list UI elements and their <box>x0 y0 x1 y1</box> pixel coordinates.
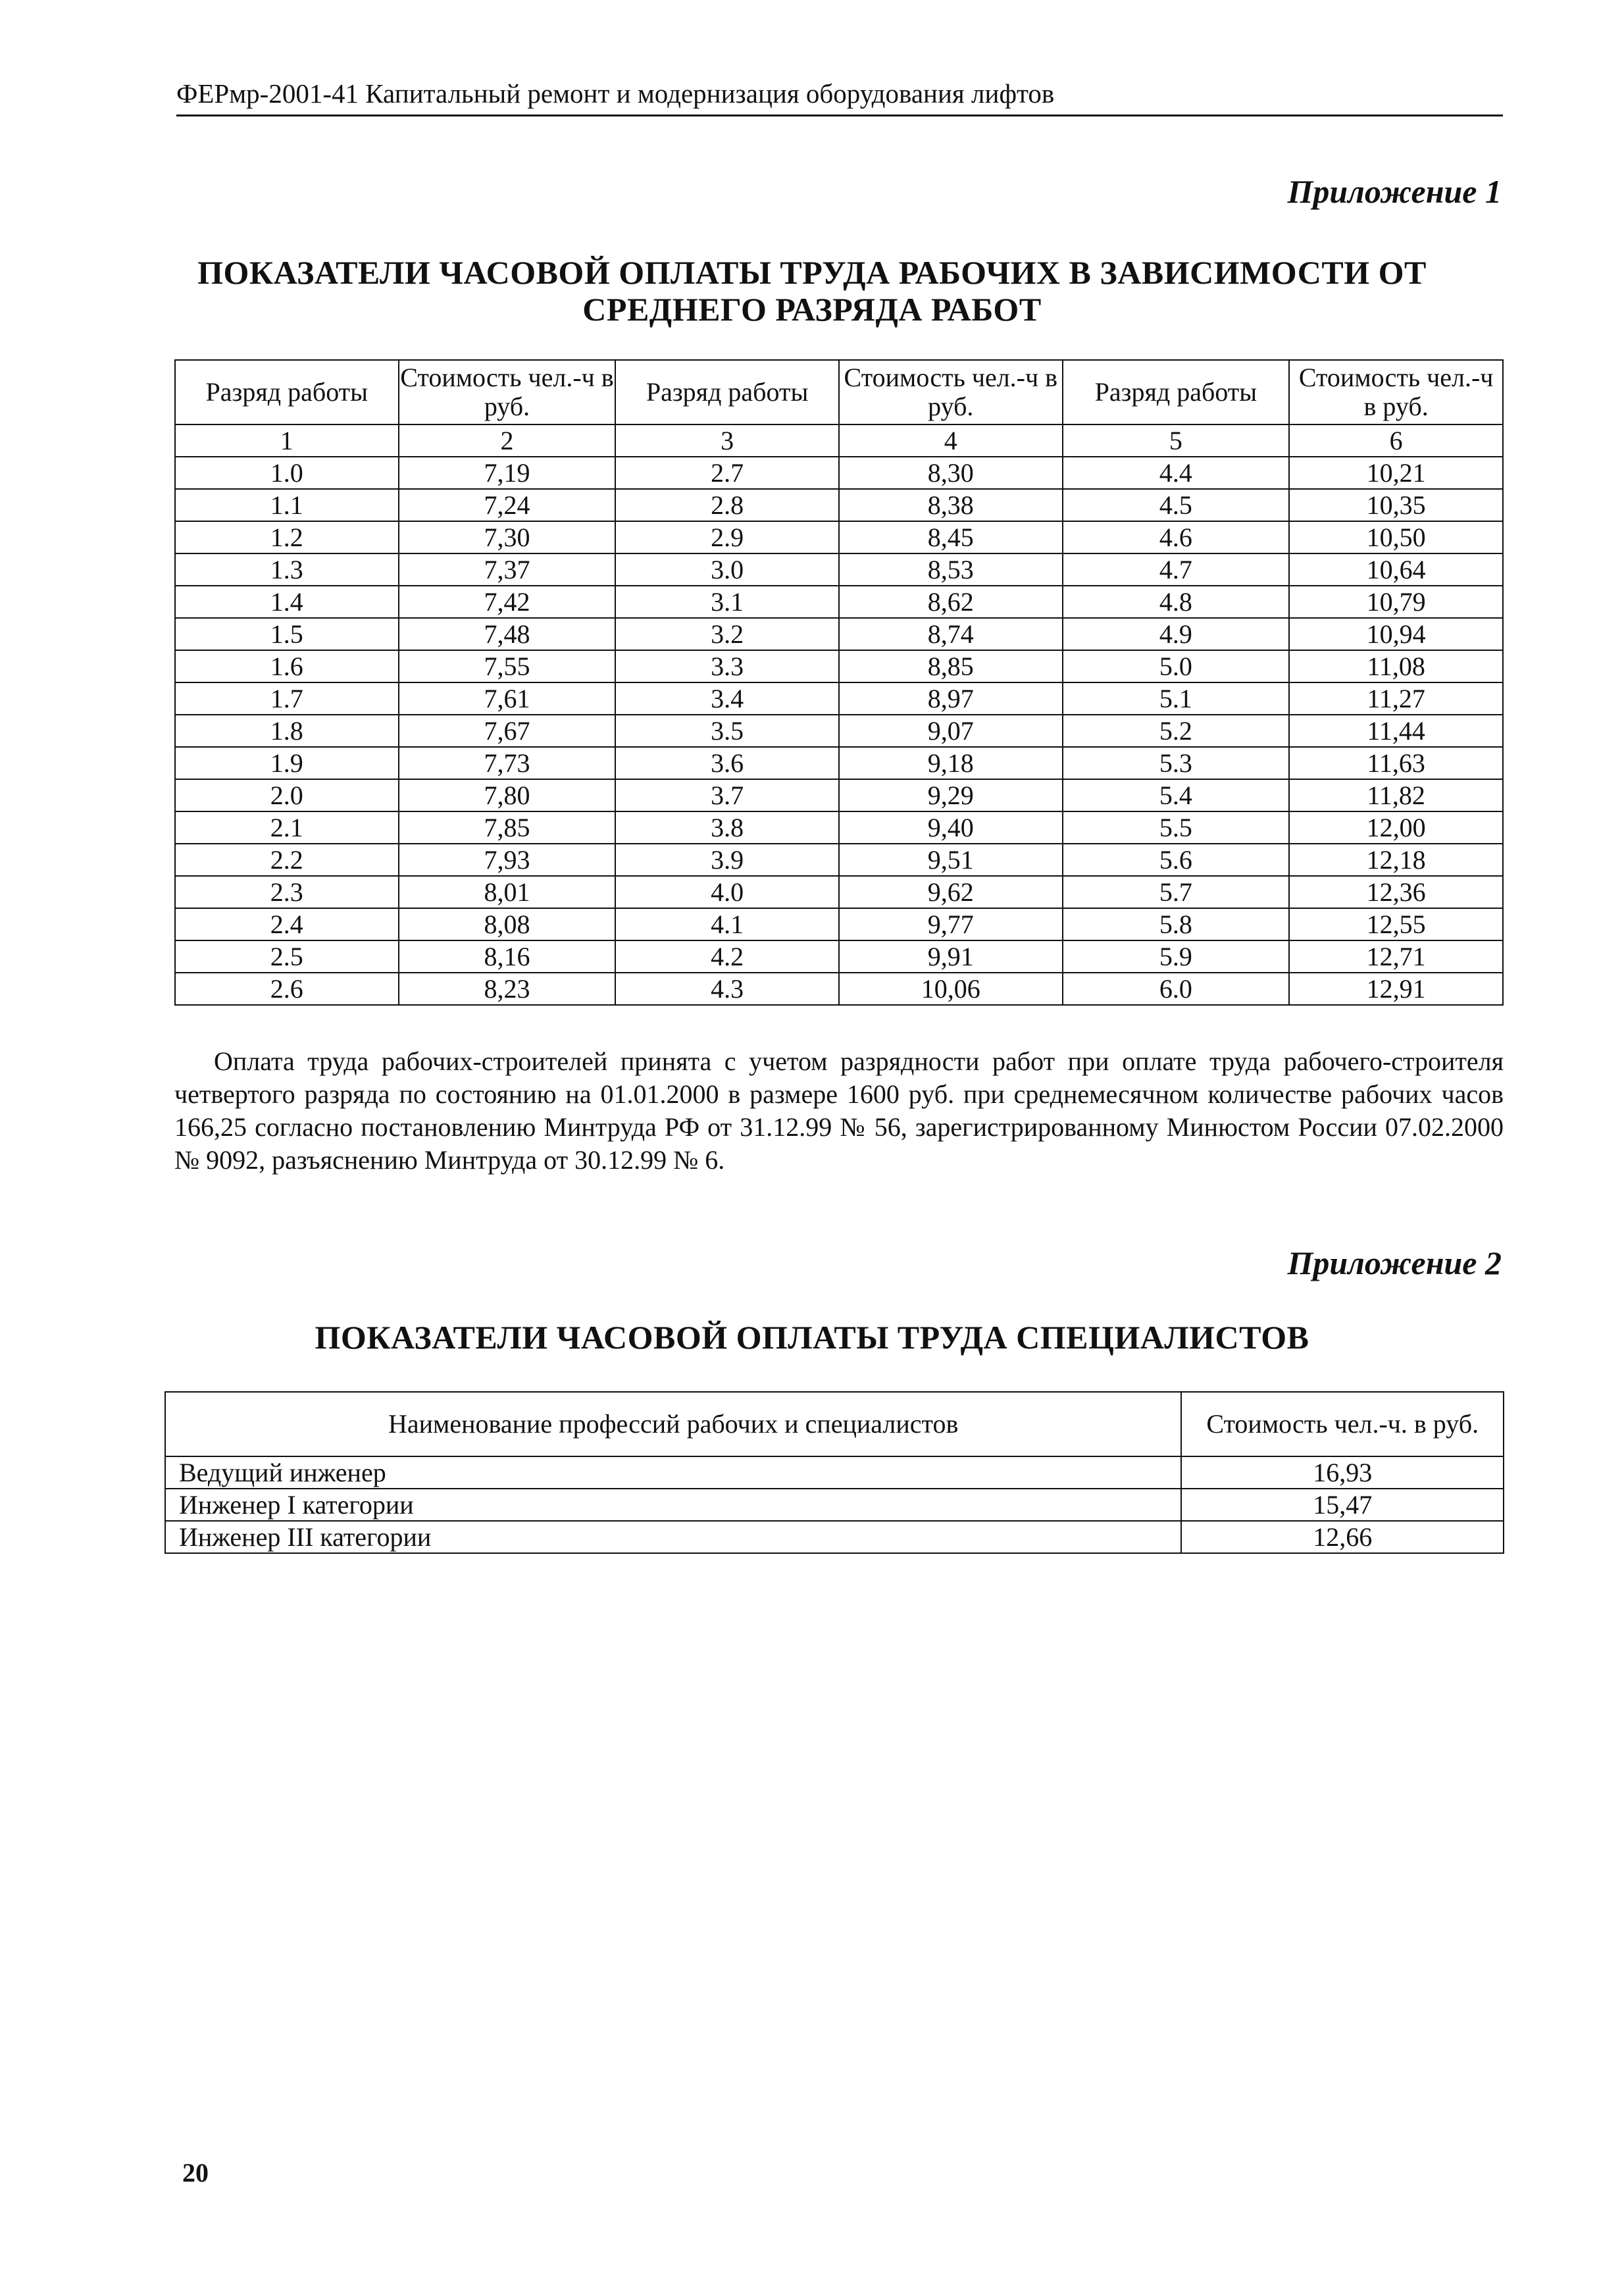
table-cell: 9,51 <box>839 844 1063 876</box>
table-row <box>175 521 1503 553</box>
table-cell: 2.9 <box>615 521 839 553</box>
table-row <box>175 618 1503 650</box>
table-cell: 9,40 <box>839 811 1063 844</box>
column-header: Наименование профессий рабочих и специалистов <box>165 1392 1181 1456</box>
table-cell: 3.6 <box>615 747 839 779</box>
table-cell: 12,18 <box>1289 844 1503 876</box>
table-cell: 9,07 <box>839 715 1063 747</box>
table-cell: 11,44 <box>1289 715 1503 747</box>
table-cell: 3.8 <box>615 811 839 844</box>
table-cell: 8,74 <box>839 618 1063 650</box>
table-cell: 8,16 <box>399 940 616 973</box>
table-cell: 6.0 <box>1063 973 1290 1005</box>
table-cell: 2.1 <box>175 811 399 844</box>
table-cell: 4.2 <box>615 940 839 973</box>
table-cell: 7,55 <box>399 650 616 682</box>
table-cell: 9,29 <box>839 779 1063 811</box>
table-cell: 5.7 <box>1063 876 1290 908</box>
table-row <box>175 650 1503 682</box>
table-cell: 12,55 <box>1289 908 1503 940</box>
column-header: Стоимость чел.-ч в руб. <box>1289 360 1503 424</box>
table-row <box>175 489 1503 521</box>
hourly-rate: 16,93 <box>1181 1456 1504 1489</box>
table-cell: 2.3 <box>175 876 399 908</box>
table-cell: 4.8 <box>1063 586 1290 618</box>
appendix-1-title-line2: СРЕДНЕГО РАЗРЯДА РАБОТ <box>582 291 1042 328</box>
table-cell: 11,63 <box>1289 747 1503 779</box>
table-cell: 8,62 <box>839 586 1063 618</box>
table-row <box>175 586 1503 618</box>
table-row <box>175 747 1503 779</box>
table-cell: 2.7 <box>615 457 839 489</box>
table-cell: 3.4 <box>615 682 839 715</box>
table-cell: 5.8 <box>1063 908 1290 940</box>
table-cell: 5.5 <box>1063 811 1290 844</box>
column-header: Стоимость чел.-ч в руб. <box>839 360 1063 424</box>
table-cell: 9,91 <box>839 940 1063 973</box>
table-cell: 7,48 <box>399 618 616 650</box>
table-cell: 8,85 <box>839 650 1063 682</box>
column-header: Разряд работы <box>615 360 839 424</box>
table-cell: 8,97 <box>839 682 1063 715</box>
table-cell: 1.2 <box>175 521 399 553</box>
column-number: 3 <box>615 424 839 457</box>
appendix-1-label: Приложение 1 <box>1287 173 1502 210</box>
table-row <box>175 715 1503 747</box>
table-cell: 3.9 <box>615 844 839 876</box>
appendix-2-title: ПОКАЗАТЕЛИ ЧАСОВОЙ ОПЛАТЫ ТРУДА СПЕЦИАЛИСТОВ <box>315 1319 1309 1356</box>
table-cell: 8,30 <box>839 457 1063 489</box>
table-row <box>175 682 1503 715</box>
table-row <box>175 811 1503 844</box>
table-cell: 1.5 <box>175 618 399 650</box>
table-row <box>165 1456 1504 1489</box>
table-cell: 2.6 <box>175 973 399 1005</box>
table-cell: 12,71 <box>1289 940 1503 973</box>
column-header: Стоимость чел.-ч в руб. <box>399 360 616 424</box>
table-cell: 3.0 <box>615 553 839 586</box>
table-cell: 1.9 <box>175 747 399 779</box>
table-cell: 1.4 <box>175 586 399 618</box>
wage-note-paragraph: Оплата труда рабочих-строителей принята с учетом разрядности работ при оплате труда рабочего-строителя четвертого разряда по состоянию на 01.01.2000 в размере 1600 руб. при среднемесячном количестве рабочих часов 166,25 согласно постановлению Минтруда РФ от 31.12.99 № 56, зарегистрированному Минюстом России 07.02.2000 № 9092, разъяснению Минтруда от 30.12.99 № 6. <box>174 1046 1504 1175</box>
table-header-row <box>175 360 1503 424</box>
table-cell: 7,61 <box>399 682 616 715</box>
table-cell: 1.8 <box>175 715 399 747</box>
column-number: 1 <box>175 424 399 457</box>
table-cell: 4.5 <box>1063 489 1290 521</box>
table-cell: 11,27 <box>1289 682 1503 715</box>
table-cell: 10,35 <box>1289 489 1503 521</box>
table-cell: 7,73 <box>399 747 616 779</box>
table-cell: 11,82 <box>1289 779 1503 811</box>
table-cell: 5.4 <box>1063 779 1290 811</box>
column-number: 4 <box>839 424 1063 457</box>
table-cell: 5.2 <box>1063 715 1290 747</box>
table-cell: 3.3 <box>615 650 839 682</box>
table-row <box>175 844 1503 876</box>
table-cell: 1.7 <box>175 682 399 715</box>
table-cell: 8,23 <box>399 973 616 1005</box>
table-cell: 1.6 <box>175 650 399 682</box>
table-cell: 5.9 <box>1063 940 1290 973</box>
table-cell: 10,06 <box>839 973 1063 1005</box>
table-row <box>175 553 1503 586</box>
table-cell: 8,53 <box>839 553 1063 586</box>
table-cell: 7,85 <box>399 811 616 844</box>
table-row <box>175 940 1503 973</box>
table-cell: 4.7 <box>1063 553 1290 586</box>
column-header: Разряд работы <box>175 360 399 424</box>
table-cell: 2.0 <box>175 779 399 811</box>
table-cell: 8,45 <box>839 521 1063 553</box>
profession-name: Инженер I категории <box>165 1489 1181 1521</box>
table-cell: 7,24 <box>399 489 616 521</box>
specialist-rate-table <box>165 1391 1504 1554</box>
column-header: Стоимость чел.-ч. в руб. <box>1181 1392 1504 1456</box>
table-cell: 12,91 <box>1289 973 1503 1005</box>
column-number: 6 <box>1289 424 1503 457</box>
running-header: ФЕРмр-2001-41 Капитальный ремонт и модернизация оборудования лифтов <box>176 78 1055 109</box>
table-cell: 7,93 <box>399 844 616 876</box>
table-cell: 7,42 <box>399 586 616 618</box>
table-cell: 8,08 <box>399 908 616 940</box>
table-cell: 3.5 <box>615 715 839 747</box>
table-cell: 9,18 <box>839 747 1063 779</box>
table-cell: 4.1 <box>615 908 839 940</box>
specialist-rate-table-body <box>165 1456 1504 1553</box>
appendix-2-label: Приложение 2 <box>1287 1244 1502 1281</box>
table-row <box>175 973 1503 1005</box>
table-cell: 7,37 <box>399 553 616 586</box>
wage-rate-table-body <box>175 457 1503 1005</box>
table-cell: 2.4 <box>175 908 399 940</box>
table-cell: 2.2 <box>175 844 399 876</box>
table-row <box>175 908 1503 940</box>
table-cell: 4.3 <box>615 973 839 1005</box>
table-row <box>165 1521 1504 1553</box>
column-header: Разряд работы <box>1063 360 1290 424</box>
table-cell: 1.1 <box>175 489 399 521</box>
table-cell: 5.6 <box>1063 844 1290 876</box>
table-cell: 4.4 <box>1063 457 1290 489</box>
table-cell: 10,50 <box>1289 521 1503 553</box>
table-cell: 7,80 <box>399 779 616 811</box>
table-cell: 9,77 <box>839 908 1063 940</box>
table-cell: 4.6 <box>1063 521 1290 553</box>
table-cell: 10,64 <box>1289 553 1503 586</box>
table-cell: 12,00 <box>1289 811 1503 844</box>
table-cell: 4.9 <box>1063 618 1290 650</box>
wage-rate-table <box>174 359 1504 1006</box>
table-cell: 5.1 <box>1063 682 1290 715</box>
table-cell: 7,67 <box>399 715 616 747</box>
table-cell: 3.7 <box>615 779 839 811</box>
table-cell: 8,38 <box>839 489 1063 521</box>
profession-name: Ведущий инженер <box>165 1456 1181 1489</box>
column-number: 5 <box>1063 424 1290 457</box>
table-cell: 2.8 <box>615 489 839 521</box>
appendix-1-title <box>0 254 1624 328</box>
table-cell: 1.0 <box>175 457 399 489</box>
table-cell: 10,21 <box>1289 457 1503 489</box>
table-cell: 7,19 <box>399 457 616 489</box>
column-number: 2 <box>399 424 616 457</box>
table-row <box>175 876 1503 908</box>
table-cell: 4.0 <box>615 876 839 908</box>
table-cell: 9,62 <box>839 876 1063 908</box>
table-row <box>175 457 1503 489</box>
table-cell: 5.3 <box>1063 747 1290 779</box>
page-number: 20 <box>182 2158 209 2188</box>
table-row <box>165 1489 1504 1521</box>
appendix-1-title-line1: ПОКАЗАТЕЛИ ЧАСОВОЙ ОПЛАТЫ ТРУДА РАБОЧИХ В ЗАВИСИМОСТИ ОТ <box>197 254 1427 291</box>
table-cell: 12,36 <box>1289 876 1503 908</box>
table-cell: 1.3 <box>175 553 399 586</box>
table-cell: 10,79 <box>1289 586 1503 618</box>
profession-name: Инженер III категории <box>165 1521 1181 1553</box>
table-cell: 3.2 <box>615 618 839 650</box>
hourly-rate: 15,47 <box>1181 1489 1504 1521</box>
table-cell: 7,30 <box>399 521 616 553</box>
hourly-rate: 12,66 <box>1181 1521 1504 1553</box>
table-header-row <box>165 1392 1504 1456</box>
table-row <box>175 779 1503 811</box>
table-cell: 2.5 <box>175 940 399 973</box>
table-cell: 5.0 <box>1063 650 1290 682</box>
table-cell: 3.1 <box>615 586 839 618</box>
table-cell: 10,94 <box>1289 618 1503 650</box>
column-number-row <box>175 424 1503 457</box>
table-cell: 8,01 <box>399 876 616 908</box>
table-cell: 11,08 <box>1289 650 1503 682</box>
